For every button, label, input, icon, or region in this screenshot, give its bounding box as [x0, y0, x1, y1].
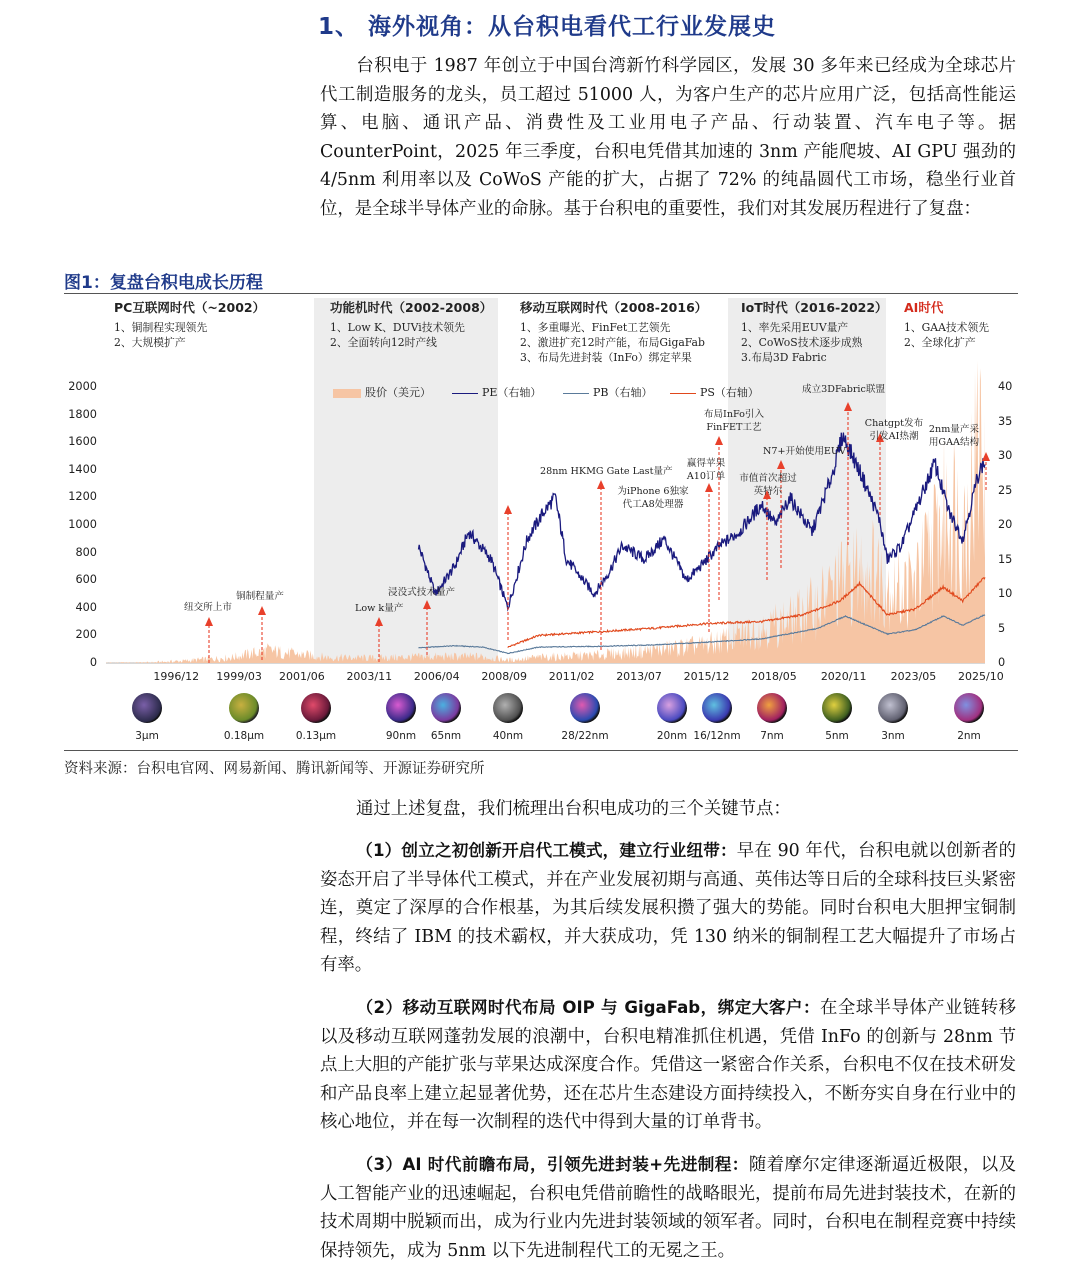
wafer-2nm-image: [954, 693, 984, 723]
wafer-3nm-image: [878, 693, 908, 723]
event-arrow-head: [205, 617, 213, 626]
annotation-28nm: 28nm HKMG Gate Last量产: [540, 466, 673, 477]
y-left-tick-label: 1000: [68, 518, 97, 531]
node-label: 90nm: [385, 730, 417, 742]
node-label: 3μm: [135, 730, 159, 742]
annotation-a10: 赢得苹果A10订单: [686, 458, 726, 482]
section-title: 1、 海外视角：从台积电看代工行业发展史: [318, 14, 777, 40]
annotation-a8: 为iPhone 6独家代工A8处理器: [617, 486, 689, 510]
x-tick-label: 2006/04: [413, 670, 460, 683]
y-right-tick-label: 0: [998, 656, 1006, 669]
era-title: 移动互联网时代（2008-2016）: [520, 300, 708, 315]
annotation-market-cap: 市值首次超过英特尔: [739, 473, 797, 497]
x-tick-label: 2011/02: [548, 670, 595, 683]
intro-text: 台积电于 1987 年创立于中国台湾新竹科学园区，发展 30 多年来已经成为全球芯片代工制造服务的龙头，员工超过 51000 人，为客户生产的芯片应用广泛，包括高性能运算、电脑、通讯产品、消费性及工业用电子产品、行动装置、汽车电子等。据 CounterPoint，2025 年三季度，台积电凭借其加速的 3nm 产能爬坡、AI GPU 强劲的 4/5nm 利用率以及 CoWoS 产能的扩大，占据了 72% 的纯晶圆代工市场，稳坐行业首位，是全球半导体产业的命脉。基于台积电的重要性，我们对其发展历程进行了复盘：: [320, 56, 1016, 219]
wafer-013um-image: [301, 693, 331, 723]
event-arrow-head: [982, 452, 990, 461]
figure-title: 图1：复盘台积电成长历程: [64, 273, 263, 293]
event-arrow-head: [597, 480, 605, 489]
node-label: 40nm: [492, 730, 524, 742]
annotation-nyse-listing: 纽交所上市: [184, 602, 232, 613]
era-line: 1、多重曝光、FinFet工艺领先: [520, 321, 671, 334]
wafer-16nm-image: [702, 693, 732, 723]
era-line: 1、率先采用EUV量产: [741, 321, 849, 334]
key-nodes-intro-text: 通过上述复盘，我们梳理出台积电成功的三个关键节点：: [356, 799, 791, 819]
event-arrow-head: [705, 483, 713, 492]
x-tick-label: 2015/12: [683, 670, 730, 683]
x-tick-label: 1999/03: [216, 670, 262, 683]
node-label: 2nm: [957, 730, 981, 742]
y-left-tick-label: 1200: [68, 490, 97, 504]
wafer-20nm-image: [657, 693, 687, 723]
y-right-tick-label: 20: [998, 518, 1013, 531]
era-line: 1、GAA技术领先: [904, 321, 990, 334]
wafer-7nm-image: [757, 693, 787, 723]
point-2-body: 在全球半导体产业链转移以及移动互联网蓬勃发展的浪潮中，台积电精准抓住机遇，凭借 InFo 的创新与 28nm 节点上大胆的产能扩张与苹果达成深度合作。凭借这一紧密合作关系，台积电不仅在技术研发和产品良率上建立起显著优势，还在芯片生态建设方面持续投入，不断夯实自身在行业中的核心地位，并在每一次制程的迭代中得到大量的订单背书。: [320, 998, 1016, 1133]
era-title: 功能机时代（2002-2008）: [330, 300, 493, 315]
legend-ps: [670, 384, 759, 400]
node-label: 0.18μm: [223, 730, 265, 742]
era-line: 3.布局3D Fabric: [741, 351, 827, 364]
y-right-tick-label: 35: [998, 414, 1013, 428]
era-title: AI时代: [904, 300, 944, 315]
event-arrow-head: [715, 436, 723, 445]
x-tick-label: 2001/06: [279, 670, 325, 683]
event-arrow-head: [423, 600, 431, 609]
x-tick-label: 2018/05: [751, 670, 797, 683]
point-2-heading: （2）移动互联网时代布局 OIP 与 GigaFab，绑定大客户：: [356, 998, 821, 1017]
y-left-tick-label: 0: [89, 656, 97, 669]
era-line: 1、Low K、DUVi技术领先: [330, 321, 465, 334]
point-1-heading: （1）创立之初创新开启代工模式，建立行业纽带：: [356, 841, 737, 860]
wafer-5nm-image: [822, 693, 852, 723]
y-right-tick-label: 40: [998, 380, 1013, 393]
node-label: 3nm: [881, 730, 905, 742]
era-line: 2、全球化扩产: [904, 336, 976, 349]
wafer-28nm-image: [570, 693, 600, 723]
legend-pe: [452, 384, 541, 400]
era-line: 2、全面转向12时产线: [330, 336, 437, 349]
node-label: 16/12nm: [693, 730, 741, 742]
y-left-tick-label: 1400: [68, 462, 97, 476]
annotation-immersion: 浸没式技术量产: [388, 587, 456, 598]
x-tick-label: 1996/12: [153, 670, 200, 683]
era-title: IoT时代（2016-2022）: [741, 300, 888, 315]
y-right-tick-label: 10: [998, 587, 1013, 600]
node-label: 5nm: [825, 730, 849, 742]
legend-pe-swatch: [452, 393, 478, 394]
annotation-low-k: Low k量产: [355, 603, 404, 614]
y-right-tick-label: 30: [998, 449, 1013, 462]
era-line: 2、激进扩充12时产能，布局GigaFab: [520, 336, 705, 349]
point-1: [320, 837, 1016, 980]
x-tick-label: 2013/07: [616, 670, 662, 683]
y-left-tick-label: 1600: [68, 435, 97, 449]
event-arrow-head: [258, 606, 266, 615]
legend-pb-swatch: [563, 393, 589, 394]
legend-ps-swatch: [670, 393, 696, 394]
y-left-tick-label: 800: [75, 545, 97, 559]
y-left-tick-label: 600: [75, 573, 97, 587]
node-label: 28/22nm: [561, 730, 609, 742]
legend-label: PB（右轴）: [593, 386, 653, 399]
annotation-2nm: 2nm量产采用GAA结构: [928, 424, 980, 448]
y-right-tick-label: 5: [998, 621, 1006, 635]
era-line: 2、CoWoS技术逐步成熟: [741, 336, 863, 349]
wafer-3um-image: [132, 693, 162, 723]
wafer-40nm-image: [493, 693, 523, 723]
legend-stock-swatch: [333, 389, 361, 398]
node-label: 7nm: [760, 730, 784, 742]
x-tick-label: 2008/09: [481, 670, 528, 683]
annotation-3dfabric: 成立3DFabric联盟: [802, 384, 886, 395]
key-nodes-intro: [320, 795, 1016, 824]
y-right-tick-label: 15: [998, 552, 1013, 566]
y-left-tick-label: 1800: [68, 407, 97, 421]
y-left-tick-label: 400: [75, 600, 97, 614]
node-label: 0.13μm: [295, 730, 337, 742]
point-1-body: 早在 90 年代，台积电就以创新者的姿态开启了半导体代工模式，并在产业发展初期与高通、英伟达等日后的全球科技巨头紧密连，奠定了深厚的合作根基，为其后续发展积攒了强大的势能。同时台积电大胆押宝铜制程，终结了 IBM 的技术霸权，并大获成功，凭 130 纳米的铜制程工艺大幅提升了市场占有率。: [320, 841, 1017, 976]
x-tick-label: 2025/10: [958, 670, 1004, 683]
legend-label: PS（右轴）: [700, 386, 759, 399]
y-right-tick-label: 25: [998, 483, 1013, 497]
event-arrow-head: [777, 460, 785, 469]
node-label: 65nm: [430, 730, 462, 742]
annotation-info-finfet: 布局InFo引入FinFET工艺: [703, 409, 765, 433]
wafer-90nm-image: [386, 693, 416, 723]
wafer-65nm-image: [431, 693, 461, 723]
point-2: [320, 994, 1016, 1137]
point-3-body: 随着摩尔定律逐渐逼近极限，以及人工智能产业的迅速崛起，台积电凭借前瞻性的战略眼光，提前布局先进封装技术，在新的技术周期中脱颖而出，成为行业内先进封装领域的领军者。同时，台积电在制程竞赛中持续保持领先，成为 5nm 以下先进制程代工的无冕之王。: [320, 1155, 1016, 1261]
point-3: [320, 1151, 1016, 1265]
legend-label: PE（右轴）: [482, 386, 542, 399]
era-line: 3、布局先进封装（InFo）绑定苹果: [520, 351, 692, 364]
node-label: 20nm: [656, 730, 688, 742]
legend-stock: [333, 384, 431, 400]
figure-bottom-rule: [64, 750, 1018, 751]
annotation-chatgpt: Chatgpt发布引发AI热潮: [864, 418, 924, 442]
era-title: PC互联网时代（~2002）: [114, 300, 266, 315]
wafer-018um-image: [229, 693, 259, 723]
annotation-euv: N7+开始使用EUV: [763, 446, 846, 457]
event-arrow-head: [375, 617, 383, 626]
x-tick-label: 2023/05: [890, 670, 937, 683]
figure-source: 资料来源：台积电官网、网易新闻、腾讯新闻等、开源证券研究所: [64, 761, 485, 777]
y-left-tick-label: 200: [75, 628, 97, 642]
y-left-tick-label: 2000: [68, 380, 97, 393]
event-arrow-head: [504, 505, 512, 514]
legend-label: 股价（美元）: [365, 386, 431, 399]
point-3-heading: （3）AI 时代前瞻布局，引领先进封装+先进制程：: [356, 1155, 749, 1174]
event-arrow-head: [844, 402, 852, 411]
legend-pb: [563, 384, 653, 400]
era-line: 1、铜制程实现领先: [114, 321, 208, 334]
era-line: 2、大规模扩产: [114, 336, 186, 349]
x-tick-label: 2020/11: [820, 670, 867, 683]
x-tick-label: 2003/11: [346, 670, 393, 683]
annotation-copper-process: 铜制程量产: [236, 591, 284, 602]
